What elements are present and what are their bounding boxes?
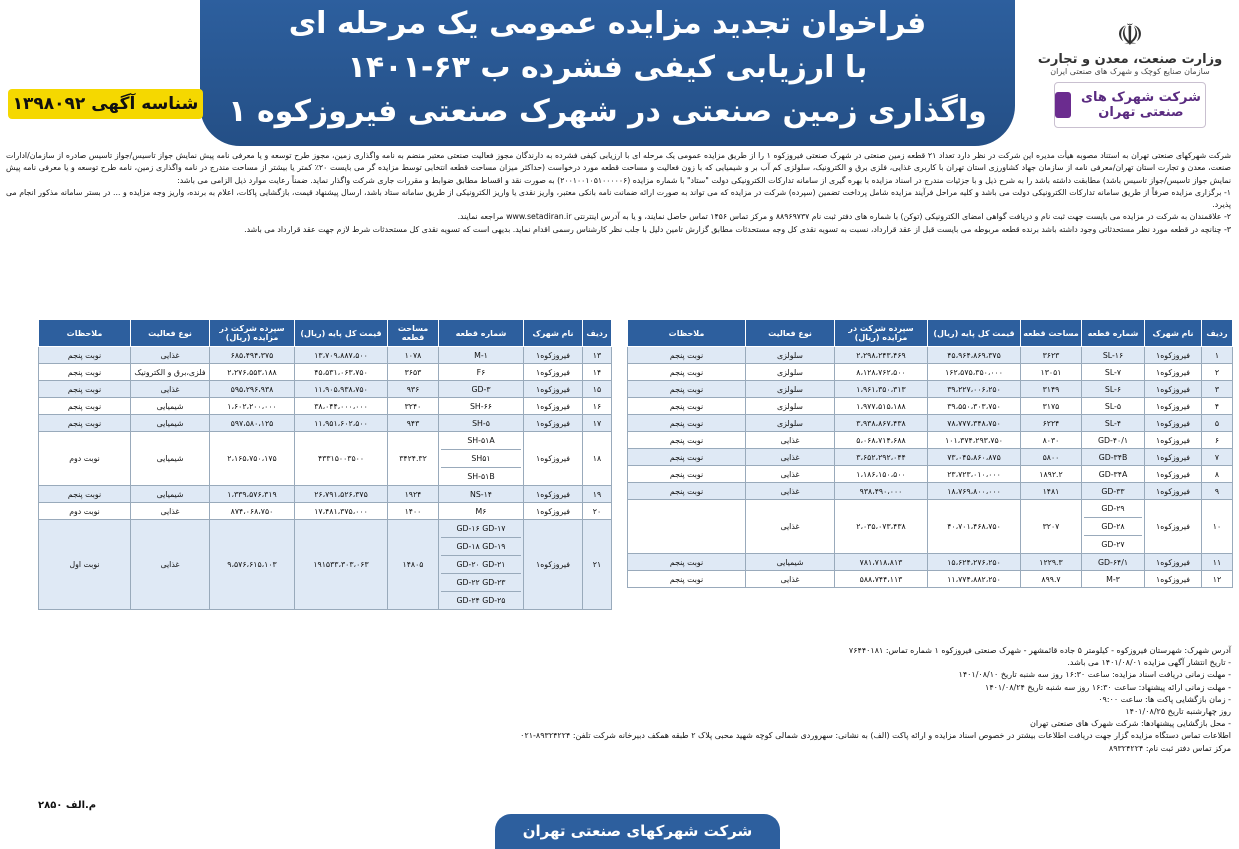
plot-item: GD-۲۷ [1101,540,1125,549]
cell-notes: نوبت پنجم [39,398,131,415]
cell-notes: نوبت پنجم [39,486,131,503]
cell-price: ۱۹۱۵۳۳،۳۰۳،۰۶۳ [295,520,388,610]
cell-town: فیروزکوه۱ [524,364,583,381]
cell-row: ۱ [1202,347,1233,364]
cell-notes: نوبت پنجم [39,364,131,381]
cell-plot: M-۱ [439,347,524,364]
cell-plot: GD-۶۴/۱ [1082,554,1145,571]
cell-town: فیروزکوه۱ [1145,571,1202,588]
plot-item: SH-۵۱A [441,432,521,450]
footer-line: آدرس شهرک: شهرستان فیروزکوه - کیلومتر ۵ جاده قائمشهر - شهرک صنعتی فیروزکوه ۱ شماره تماس: ۷۶۴۴۰۱۸۱ [848,646,1231,655]
cell-area: ۹۴۳ [388,415,439,432]
ad-code: م.الف ۲۸۵۰ [38,800,97,811]
cell-plot: NS-۱۴ [439,486,524,503]
cell-price: ۴۵،۹۶۴،۸۶۹،۳۷۵ [928,347,1021,364]
intro-paragraph: شرکت شهرکهای صنعتی تهران به استناد مصوبه هیأت مدیره این شرکت در نظر دارد تعداد ۲۱ قطعه زمین صنعتی در شهرک صنعتی فیروزکوه ۱ را از طریق مزایده عمومی یک مرحله ای با ارزیابی کیفی فشرده به دارندگان مجوز فعالیت صنعتی معتبر منضم به نامه واگذاری زمین، مجوز طرح توسعه و یا معرفی نامه پیش نمایش جواز تاسیس/جواز تاسیس صادره از سازمان/ادارات صنعت، معدن و تجارت استان تهران/معرفی نامه از سازمان جهاد کشاورزی استان تهران با کاربری غذایی، فلزی برق و الکترونیک، سلولزی کم آب بر و شیمیایی که با زون فعالیت و مساحت قطعه مورد درخواست (حداکثر میزان مساحت قطعه انتخابی توسط مزایده گر می بایست ۲۰٪ کمتر یا بیشتر از مساحت مندرج در نامه واگذاری زمین، نامه طرح توسعه و یا معرفی نامه پیش نمایش جواز تاسیس/جواز تاسیس باشد) مطابقت داشته باشد را به شرح ذیل و با جزئیات مندرج در اسناد مزایده با بهره گیری از سامانه تدارکات الکترونیکی دولت "ستاد" با شماره مزایده (۲۰۰۱۰۰۱۰۵۱۰۰۰۰۰۶) به صورت نقد و اقساط مطابق ضوابط و مقررات جاری شرکت واگذار نماید. ضمناً رعایت موارد ذیل الزامی می باشد: [6,151,1231,185]
cell-row: ۱۰ [1202,500,1233,554]
col-activity: نوع فعالیت [746,320,835,347]
company-logo-text: شرکت شهرک های صنعتی تهران [1081,90,1201,120]
footer-info [10,645,1231,755]
cell-area: ۳۲۴۰ [388,398,439,415]
cell-price: ۴۵،۵۳۱،۰۶۳،۷۵۰ [295,364,388,381]
footer-line: - مهلت زمانی دریافت اسناد مزایده: ساعت ۱۶:۳۰ روز سه شنبه تاریخ ۱۴۰۱/۰۸/۱۰ [958,670,1231,680]
col-area: مساحت قطعه [1021,320,1082,347]
table-row [628,466,1233,483]
cell-area: ۳۱۴۹ [1021,381,1082,398]
col-price: قیمت کل پایه (ریال) [928,320,1021,347]
cell-plot: GD-۳۴A [1082,466,1145,483]
iran-emblem-icon: ☫ [1116,18,1144,53]
cell-notes [628,500,746,554]
organization-name: سازمان صنایع کوچک و شهرک های صنعتی ایران [1050,67,1210,76]
cell-plot: F۶ [439,364,524,381]
cell-deposit: ۱،۶۰۲،۲۰۰،۰۰۰ [210,398,295,415]
cell-row: ۱۵ [583,381,612,398]
cell-activity: غذایی [131,503,210,520]
cell-deposit: ۵۹۷،۵۸۰،۱۲۵ [210,415,295,432]
plot-item: SH-۵۱B [467,472,495,481]
table-row [628,571,1233,588]
logo-area [1030,20,1230,140]
cell-price: ۳۸،۰۴۴،۰۰۰،۰۰۰ [295,398,388,415]
col-plot: شماره قطعه [1082,320,1145,347]
cell-town: فیروزکوه۱ [524,415,583,432]
title-line-1: فراخوان تجدید مزایده عمومی یک مرحله ای [288,6,927,41]
footer-line: - محل بازگشایی پیشنهادها: شرکت شهرک های صنعتی تهران [1029,719,1231,729]
company-mark-icon [1055,92,1071,118]
plot-item: GD-۱۶ GD-۱۷ [441,520,521,538]
cell-area: ۱۹۲۴ [388,486,439,503]
footer-line: روز چهارشنبه تاریخ ۱۴۰۱/۰۸/۲۵ [1125,707,1231,717]
cell-area: ۱۲۲۹.۳ [1021,554,1082,571]
cell-town: فیروزکوه۱ [1145,466,1202,483]
cell-deposit: ۸۷۴،۰۶۸،۷۵۰ [210,503,295,520]
cell-row: ۱۶ [583,398,612,415]
cell-price: ۱۵،۶۲۴،۲۷۶،۲۵۰ [928,554,1021,571]
cell-town: فیروزکوه۱ [1145,500,1202,554]
cell-activity: غذایی [746,500,835,554]
col-area: مساحت قطعه [388,320,439,347]
cell-notes: نوبت پنجم [628,398,746,415]
cell-area: ۱۴۸۰۵ [388,520,439,610]
cell-deposit: ۳،۶۵۲،۲۹۲،۰۴۴ [835,449,928,466]
table-row [628,500,1233,554]
cell-price: ۱۶۲،۵۷۵،۳۵۰،۰۰۰ [928,364,1021,381]
footer-line: اطلاعات تماس دستگاه مزایده گزار جهت دریافت اطلاعات بیشتر در خصوص اسناد مزایده و ارائه پاکت (الف) به نشانی: سهروردی شمالی کوچه شهید محبی پلاک ۲ طبقه همکف دبیرخانه شرکت تلفن: ۸۹۳۲۴۲۲۴-۰۲۱ [520,731,1231,741]
cell-deposit: ۹،۵۷۶،۶۱۵،۱۰۳ [210,520,295,610]
cell-town: فیروزکوه۱ [524,432,583,486]
cell-town: فیروزکوه۱ [1145,398,1202,415]
cell-town: فیروزکوه۱ [1145,415,1202,432]
cell-price: ۱۱،۹۵۱،۶۰۲،۵۰۰ [295,415,388,432]
cell-plot: GD-۳۳ [1082,483,1145,500]
col-activity: نوع فعالیت [131,320,210,347]
cell-price: ۲۳،۷۲۳،۰۱۰،۰۰۰ [928,466,1021,483]
cell-town: فیروزکوه۱ [1145,364,1202,381]
cell-deposit: ۲،۲۹۸،۲۴۳،۴۶۹ [835,347,928,364]
cell-notes: نوبت پنجم [628,347,746,364]
col-town: نام شهرک [1145,320,1202,347]
footer-line: - زمان بازگشایی پاکت ها: ساعت ۰۹:۰۰ [1098,694,1231,704]
cell-price: ۱۳،۷۰۹،۸۸۷،۵۰۰ [295,347,388,364]
cell-activity: غذایی [746,432,835,449]
cell-town: فیروزکوه۱ [524,398,583,415]
cell-row: ۶ [1202,432,1233,449]
cell-deposit: ۵،۰۶۸،۷۱۴،۶۸۸ [835,432,928,449]
table-row [628,483,1233,500]
cell-activity: غذایی [746,483,835,500]
cell-activity: شیمیایی [746,554,835,571]
cell-deposit: ۲،۰۳۵،۰۷۳،۴۳۸ [835,500,928,554]
footer-line: - مهلت زمانی ارائه پیشنهاد: ساعت ۱۶:۳۰ روز سه شنبه تاریخ ۱۴۰۱/۰۸/۲۴ [985,682,1231,692]
plot-item: GD-۲۴ GD-۲۵ [456,596,506,605]
col-price: قیمت کل پایه (ریال) [295,320,388,347]
cell-town: فیروزکوه۱ [1145,449,1202,466]
cell-row: ۱۷ [583,415,612,432]
cell-plot: GD-۴۰/۱ [1082,432,1145,449]
cell-notes: نوبت اول [39,520,131,610]
cell-activity: شیمیایی [131,486,210,503]
cell-deposit: ۱،۹۶۱،۳۵۰،۳۱۳ [835,381,928,398]
cell-town: فیروزکوه۱ [524,381,583,398]
cell-row: ۴ [1202,398,1233,415]
col-deposit: سپرده شرکت در مزایده (ریال) [210,320,295,347]
cell-row: ۷ [1202,449,1233,466]
cell-row: ۱۱ [1202,554,1233,571]
cell-area: ۱۴۰۰ [388,503,439,520]
table-row [39,503,612,520]
cell-row: ۲۱ [583,520,612,610]
cell-plot: M۶ [439,503,524,520]
cell-row: ۲ [1202,364,1233,381]
cell-price: ۲۶،۷۹۱،۵۲۶،۳۷۵ [295,486,388,503]
cell-area: ۹۳۶ [388,381,439,398]
cell-activity: غذایی [746,571,835,588]
ministry-name: وزارت صنعت، معدن و تجارت [1037,52,1223,67]
cell-plot: GD-۳۴B [1082,449,1145,466]
intro-paragraph: ۳- چنانچه در قطعه مورد نظر مستحدثاتی وجود داشته باشد برنده قطعه مربوطه می بایست قبل از عقد قرارداد، نسبت به تسویه نقدی کل وجه مستحدثات مطابق گزارش تامین دلیل با جلب نظر کارشناس رسمی اقدام نماید. بدیهی است که تسویه نقدی کل مستحدثات شرط لازم جهت عقد قرارداد می باشد. [244,224,1231,234]
cell-price: ۱۱،۹۰۵،۹۳۸،۷۵۰ [295,381,388,398]
cell-price: ۱۸،۷۶۹،۸۰۰،۰۰۰ [928,483,1021,500]
cell-notes: نوبت پنجم [39,415,131,432]
table-row [39,398,612,415]
table-row [39,432,612,486]
plot-item: SH۵۱ [441,450,521,468]
cell-plot-list [1082,500,1145,554]
cell-plot: M-۳ [1082,571,1145,588]
plot-item: GD-۲۸ [1084,518,1142,536]
cell-row: ۵ [1202,415,1233,432]
cell-row: ۲۰ [583,503,612,520]
cell-plot-list [439,520,524,610]
cell-activity: سلولزی [746,364,835,381]
ad-id-badge: شناسه آگهی ۱۳۹۸۰۹۲ [8,89,203,119]
cell-area: ۳۶۵۳ [388,364,439,381]
plot-item: GD-۲۹ [1084,500,1142,518]
cell-price: ۷۸،۷۷۷،۳۴۸،۷۵۰ [928,415,1021,432]
cell-area: ۳۱۷۵ [1021,398,1082,415]
col-row: ردیف [583,320,612,347]
cell-activity: سلولزی [746,381,835,398]
cell-price: ۷۳،۰۴۵،۸۶۰،۸۷۵ [928,449,1021,466]
cell-plot: SL-۷ [1082,364,1145,381]
cell-price: ۳۹،۵۵۰،۳۰۳،۷۵۰ [928,398,1021,415]
cell-row: ۱۹ [583,486,612,503]
cell-activity: غذایی [746,466,835,483]
cell-activity: غذایی [131,520,210,610]
cell-notes: نوبت پنجم [628,449,746,466]
table-row [628,432,1233,449]
cell-row: ۱۴ [583,364,612,381]
col-town: نام شهرک [524,320,583,347]
cell-deposit: ۹۳۸،۴۹۰،۰۰۰ [835,483,928,500]
col-notes: ملاحظات [628,320,746,347]
company-logo [1054,82,1206,128]
cell-notes: نوبت پنجم [628,364,746,381]
cell-row: ۹ [1202,483,1233,500]
cell-notes: نوبت پنجم [39,381,131,398]
cell-notes: نوبت دوم [39,432,131,486]
cell-deposit: ۱،۳۳۹،۵۷۶،۳۱۹ [210,486,295,503]
cell-plot: SH-۵ [439,415,524,432]
table-row [39,520,612,610]
cell-town: فیروزکوه۱ [1145,432,1202,449]
bottom-banner: شرکت شهرکهای صنعتی تهران [495,814,780,849]
cell-plot-list [439,432,524,486]
cell-notes: نوبت پنجم [628,554,746,571]
table-row [39,381,612,398]
cell-notes: نوبت پنجم [628,381,746,398]
cell-activity: غذایی [131,347,210,364]
cell-area: ۳۶۲۳ [1021,347,1082,364]
table-row [39,415,612,432]
cell-price: ۴۰،۷۰۱،۴۶۸،۷۵۰ [928,500,1021,554]
plot-item: GD-۲۲ GD-۲۳ [441,574,521,592]
cell-deposit: ۲،۲۷۶،۵۵۳،۱۸۸ [210,364,295,381]
cell-notes: نوبت پنجم [628,571,746,588]
title-line-2: با ارزیابی کیفی فشرده ب ۶۳-۱۴۰۱ [347,50,868,85]
table-row [628,381,1233,398]
intro-paragraph: ۲- علاقمندان به شرکت در مزایده می بایست جهت ثبت نام و دریافت گواهی امضای الکترونیکی (توکن) با شماره های دفتر ثبت نام ۸۸۹۶۹۷۳۷ و مرکز تماس ۱۴۵۶ تماس حاصل نمایند، و یا به آدرس اینترنتی www.setadiran.ir مراجعه نمایند. [457,212,1231,222]
table-row [39,364,612,381]
cell-notes: نوبت پنجم [628,483,746,500]
cell-deposit: ۵۸۸،۷۴۴،۱۱۳ [835,571,928,588]
table-row [628,449,1233,466]
cell-notes: نوبت پنجم [628,415,746,432]
cell-deposit: ۵۹۵،۲۹۶،۹۳۸ [210,381,295,398]
cell-area: ۳۲۰۷ [1021,500,1082,554]
table-row [628,398,1233,415]
cell-notes: نوبت پنجم [628,466,746,483]
cell-row: ۱۲ [1202,571,1233,588]
cell-plot: SL-۶ [1082,381,1145,398]
plot-item: GD-۱۸ GD-۱۹ [441,538,521,556]
title-banner [200,0,1015,146]
cell-price: ۱۰۱،۳۷۴،۲۹۳،۷۵۰ [928,432,1021,449]
table-row [628,364,1233,381]
cell-plot: SH-۶۶ [439,398,524,415]
cell-plot: SL-۵ [1082,398,1145,415]
cell-area: ۶۲۲۴ [1021,415,1082,432]
col-plot: شماره قطعه [439,320,524,347]
footer-line: مرکز تماس دفتر ثبت نام: ۸۹۳۲۴۲۲۴ [1108,743,1231,753]
cell-deposit: ۱،۱۸۶،۱۵۰،۵۰۰ [835,466,928,483]
table-row [628,554,1233,571]
cell-area: ۸۹۹.۷ [1021,571,1082,588]
cell-row: ۱۳ [583,347,612,364]
cell-activity: سلولزی [746,398,835,415]
cell-price: ۳۹،۲۲۷،۰۰۶،۲۵۰ [928,381,1021,398]
intro-paragraph: ۱- برگزاری مزایده صرفاً از طریق سامانه تدارکات الکترونیکی دولت می باشد و کلیه مراحل فرآیند مزایده شامل پرداخت تضمین (سپرده) شرکت در مزایده که می تواند به صورت ارائه ضمانت نامه بانکی معتبر، واریز نقدی یا واریز الکترونیکی از طریق سامانه ستاد باشد، ارسال پیشنهاد قیمت، بازگشایی پاکات، اعلام به برنده، واریز وجه مزایده و ... در بستر سامانه مذکور انجام می پذیرد. [6,187,1231,210]
cell-notes: نوبت پنجم [628,432,746,449]
cell-town: فیروزکوه۱ [1145,347,1202,364]
table-row [628,415,1233,432]
col-notes: ملاحظات [39,320,131,347]
cell-notes: نوبت پنجم [39,347,131,364]
table-row [39,347,612,364]
col-deposit: سپرده شرکت در مزایده (ریال) [835,320,928,347]
cell-price: ۴۳۳۱۵۰۰۳۵۰۰ [295,432,388,486]
cell-area: ۱۰۷۸ [388,347,439,364]
plots-table-right [627,319,1233,588]
cell-row: ۳ [1202,381,1233,398]
cell-notes: نوبت دوم [39,503,131,520]
cell-activity: شیمیایی [131,415,210,432]
cell-row: ۱۸ [583,432,612,486]
cell-deposit: ۸،۱۲۸،۷۶۲،۵۰۰ [835,364,928,381]
cell-row: ۸ [1202,466,1233,483]
cell-area: ۱۸۹۲.۲ [1021,466,1082,483]
cell-activity: غذایی [131,381,210,398]
cell-town: فیروزکوه۱ [524,486,583,503]
cell-town: فیروزکوه۱ [1145,483,1202,500]
cell-plot: GD-۳ [439,381,524,398]
table-row [628,347,1233,364]
cell-deposit: ۲،۱۶۵،۷۵۰،۱۷۵ [210,432,295,486]
cell-town: فیروزکوه۱ [524,520,583,610]
cell-plot: SL-۱۶ [1082,347,1145,364]
plot-item: GD-۲۰ GD-۲۱ [441,556,521,574]
cell-plot: SL-۴ [1082,415,1145,432]
cell-town: فیروزکوه۱ [524,347,583,364]
cell-area: ۱۳۰۵۱ [1021,364,1082,381]
cell-activity: شیمیایی [131,398,210,415]
cell-activity: فلزی،برق و الکترونیک [131,364,210,381]
cell-deposit: ۷۸۱،۷۱۸،۸۱۳ [835,554,928,571]
header [0,0,1239,148]
cell-area: ۱۴۸۱ [1021,483,1082,500]
cell-activity: سلولزی [746,347,835,364]
cell-town: فیروزکوه۱ [1145,381,1202,398]
title-line-3: واگذاری زمین صنعتی در شهرک صنعتی فیروزکوه ۱ [228,94,987,129]
intro-text [6,150,1231,236]
cell-deposit: ۶۸۵،۴۹۴،۳۷۵ [210,347,295,364]
cell-price: ۱۷،۴۸۱،۳۷۵،۰۰۰ [295,503,388,520]
cell-town: فیروزکوه۱ [524,503,583,520]
cell-activity: سلولزی [746,415,835,432]
cell-town: فیروزکوه۱ [1145,554,1202,571]
cell-area: ۸۰۳۰ [1021,432,1082,449]
cell-activity: شیمیایی [131,432,210,486]
plots-table-left [38,319,612,610]
cell-deposit: ۳،۹۳۸،۸۶۷،۴۳۸ [835,415,928,432]
cell-area: ۵۸۰۰ [1021,449,1082,466]
cell-activity: غذایی [746,449,835,466]
footer-line: - تاریخ انتشار آگهی مزایده ۱۴۰۱/۰۸/۰۱ می باشد. [1067,658,1231,668]
cell-area: ۳۴۲۴.۳۲ [388,432,439,486]
col-row: ردیف [1202,320,1233,347]
cell-price: ۱۱،۷۷۴،۸۸۲،۲۵۰ [928,571,1021,588]
cell-deposit: ۱،۹۷۷،۵۱۵،۱۸۸ [835,398,928,415]
table-row [39,486,612,503]
